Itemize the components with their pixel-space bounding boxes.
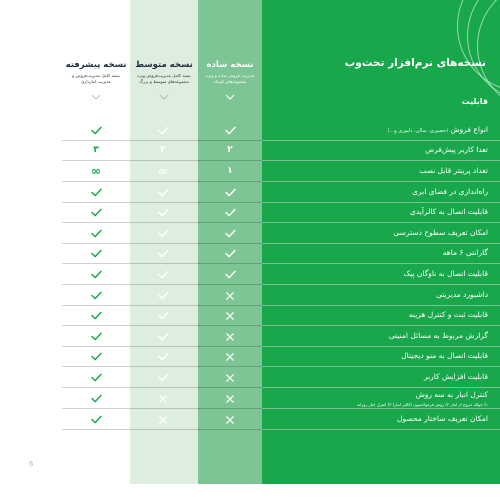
feature-name: قابلیت اتصال به منو دیجیتال: [401, 351, 488, 360]
row-divider: [262, 408, 500, 409]
chevron-down-icon[interactable]: [225, 94, 235, 100]
cross-icon: [223, 413, 237, 426]
cross-icon: [223, 309, 237, 322]
cross-icon: [223, 330, 237, 343]
feature-label: [387, 125, 488, 134]
row-divider: [262, 284, 500, 285]
cross-icon: [223, 289, 237, 302]
check-icon: [89, 227, 103, 240]
page-number: 6: [29, 460, 34, 468]
check-icon: [89, 206, 103, 219]
feature-name: امکان تعریف سطوح دسترسی: [393, 228, 488, 237]
feature-label: [403, 269, 488, 278]
chevron-down-icon[interactable]: [159, 94, 169, 100]
page-title: نسخه‌های نرم‌افزار تحت‌وب: [344, 57, 486, 69]
feature-name: قابلیت اتصال به کالرآیدی: [410, 207, 488, 216]
medium-title: نسخه متوسط: [135, 60, 193, 70]
count-value: ۲: [227, 145, 233, 155]
check-icon: [156, 371, 170, 384]
check-icon: [89, 124, 103, 137]
feature-label: [424, 372, 488, 381]
row-divider: [262, 429, 500, 430]
check-icon: [223, 247, 237, 260]
check-icon: [156, 330, 170, 343]
check-icon: [89, 186, 103, 199]
feature-label: [436, 290, 488, 299]
table-row: [62, 327, 500, 347]
check-icon: [89, 371, 103, 384]
row-divider: [262, 366, 500, 367]
check-icon: [89, 268, 103, 281]
check-icon: [156, 309, 170, 322]
feature-name: انواع فروش: [450, 125, 488, 134]
row-divider: [262, 222, 500, 223]
table-row: [62, 368, 500, 388]
simple-description: مدیریت فروش ساده‌ و ویژه مجموعه‌های کوچک: [205, 73, 255, 84]
feature-label: [416, 390, 488, 399]
cross-icon: [223, 392, 237, 405]
feature-name: قابلیت اتصال به ناوگان پیک: [403, 269, 488, 278]
table-row: [62, 141, 500, 161]
feature-name: راه‌اندازی در فضای ابری: [412, 187, 488, 196]
count-value: ۱: [227, 166, 233, 176]
table-row: [62, 286, 500, 306]
table-row: [62, 203, 500, 223]
chevron-down-icon[interactable]: [91, 94, 101, 100]
feature-sublabel: ۱) خواله خروج از انبار ۲) روش فرمولاسیون (کالبر انبار) ۳) کنترل انبار روزانه: [356, 402, 488, 407]
check-icon: [89, 309, 103, 322]
feature-name: تعدا کاربر پیش‌فرض: [425, 145, 488, 154]
feature-name: تعداد پرینتر قابل نصب: [419, 166, 488, 175]
table-row: [62, 347, 500, 367]
check-icon: [156, 268, 170, 281]
feature-label: [419, 166, 488, 175]
feature-note: (حضوری، سالن، دلیوری و...): [387, 128, 449, 134]
feature-name: قابلیت افزایش کاربر: [423, 372, 488, 381]
feature-label: [401, 351, 488, 360]
table-row: [62, 389, 500, 409]
check-icon: [223, 227, 237, 240]
cross-icon: [223, 371, 237, 384]
table-row: [62, 410, 500, 430]
check-icon: [89, 289, 103, 302]
table-row: [62, 244, 500, 264]
table-row: [62, 224, 500, 244]
check-icon: [156, 350, 170, 363]
row-divider: [262, 325, 500, 326]
check-icon: [156, 227, 170, 240]
simple-title: نسخه ساده: [206, 60, 254, 70]
feature-label: [410, 207, 488, 216]
check-icon: [223, 124, 237, 137]
feature-name: گارانتی ۶ ماهه: [442, 248, 488, 257]
infinity-value: ∞: [158, 164, 168, 178]
check-icon: [89, 330, 103, 343]
feature-label: [389, 331, 488, 340]
check-icon: [156, 247, 170, 260]
feature-label: [443, 248, 488, 257]
feature-name: کنترل انبار به سه روش: [415, 390, 488, 399]
medium-description: بسته کامل مدیریت‌فروش ویژه مجموعه‌های متوسط و بزرگ: [137, 73, 191, 84]
check-icon: [89, 392, 103, 405]
feature-label: [397, 414, 488, 423]
count-value: ۳: [93, 145, 99, 155]
row-divider: [262, 263, 500, 264]
row-divider: [262, 181, 500, 182]
check-icon: [223, 186, 237, 199]
table-row: [62, 183, 500, 203]
cross-icon: [156, 413, 170, 426]
check-icon: [156, 124, 170, 137]
feature-name: قابلیت ثبت و کنترل هزینه: [408, 310, 488, 319]
feature-label: [425, 145, 488, 154]
feature-name: گزارش مربوط به مسائل امنیتی: [388, 331, 488, 340]
check-icon: [223, 268, 237, 281]
check-icon: [156, 206, 170, 219]
table-row: [62, 162, 500, 182]
feature-name: داشبورد مدیریتی: [436, 290, 488, 299]
advanced-title: نسخه پیشرفته: [65, 60, 127, 70]
check-icon: [156, 289, 170, 302]
table-row: [62, 265, 500, 285]
feature-label: [393, 228, 488, 237]
row-divider: [262, 387, 500, 388]
table-row: [62, 306, 500, 326]
feature-label: [412, 187, 488, 196]
features-heading: قابلیت: [461, 97, 488, 106]
feature-name: امکان تعریف ساختار محصول: [397, 414, 488, 423]
table-row: [62, 121, 500, 141]
check-icon: [89, 247, 103, 260]
cross-icon: [223, 350, 237, 363]
check-icon: [89, 413, 103, 426]
infinity-value: ∞: [91, 164, 101, 178]
check-icon: [89, 350, 103, 363]
check-icon: [156, 186, 170, 199]
cross-icon: [156, 392, 170, 405]
feature-label: [409, 310, 488, 319]
check-icon: [223, 206, 237, 219]
advanced-description: بسته کامل مدیریت‌فروش و مدیریت انبارداری: [72, 73, 120, 84]
row-divider: [262, 160, 500, 161]
count-value: ۲: [160, 145, 166, 155]
